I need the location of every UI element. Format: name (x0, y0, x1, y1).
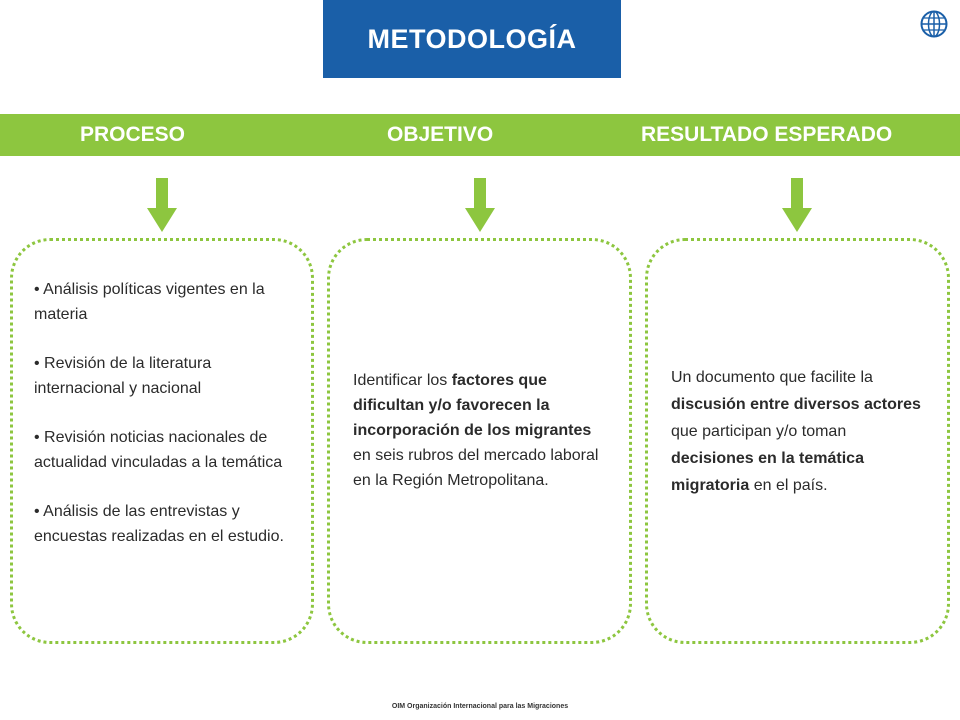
arrow-down-icon (465, 178, 495, 232)
arrow-down-icon (782, 178, 812, 232)
proceso-item: • Análisis políticas vigentes en la materia (34, 281, 265, 323)
resultado-text (671, 364, 923, 499)
objetivo-text (353, 368, 603, 493)
proceso-item: • Revisión noticias nacionales de actualidad vinculadas a la temática (34, 429, 283, 471)
column-header-objetivo: OBJETIVO (387, 123, 494, 146)
objetivo-text-bold: factores que dificultan y/o favorecen la incorporación de los migrantes (353, 372, 592, 439)
footer-organization: OIM Organización Internacional para las Migraciones (391, 703, 569, 710)
resultado-text-part: Un documento que facilite la (671, 369, 873, 386)
arrow-down-icon (147, 178, 177, 232)
un-globe-emblem-icon (920, 10, 948, 38)
objetivo-text-part: en seis rubros del mercado laboral en la Región Metropolitana. (353, 447, 599, 489)
proceso-item: • Revisión de la literatura internacional y nacional (34, 355, 212, 397)
resultado-text-part: en el país. (749, 477, 828, 494)
proceso-item: • Análisis de las entrevistas y encuestas realizadas en el estudio. (34, 503, 284, 545)
column-header-resultado: RESULTADO ESPERADO (641, 123, 893, 146)
resultado-text-bold: discusión entre diversos actores (671, 396, 921, 413)
resultado-text-bold: decisiones en la temática migratoria (671, 450, 864, 494)
slide-title (323, 0, 621, 78)
resultado-text-part: que participan y/o toman (671, 423, 847, 440)
proceso-list (34, 277, 284, 549)
column-header-proceso: PROCESO (80, 123, 186, 146)
objetivo-text-part: Identificar los (353, 372, 452, 389)
column-header-band (0, 114, 960, 156)
slide-title-text: METODOLOGÍA (367, 23, 577, 54)
